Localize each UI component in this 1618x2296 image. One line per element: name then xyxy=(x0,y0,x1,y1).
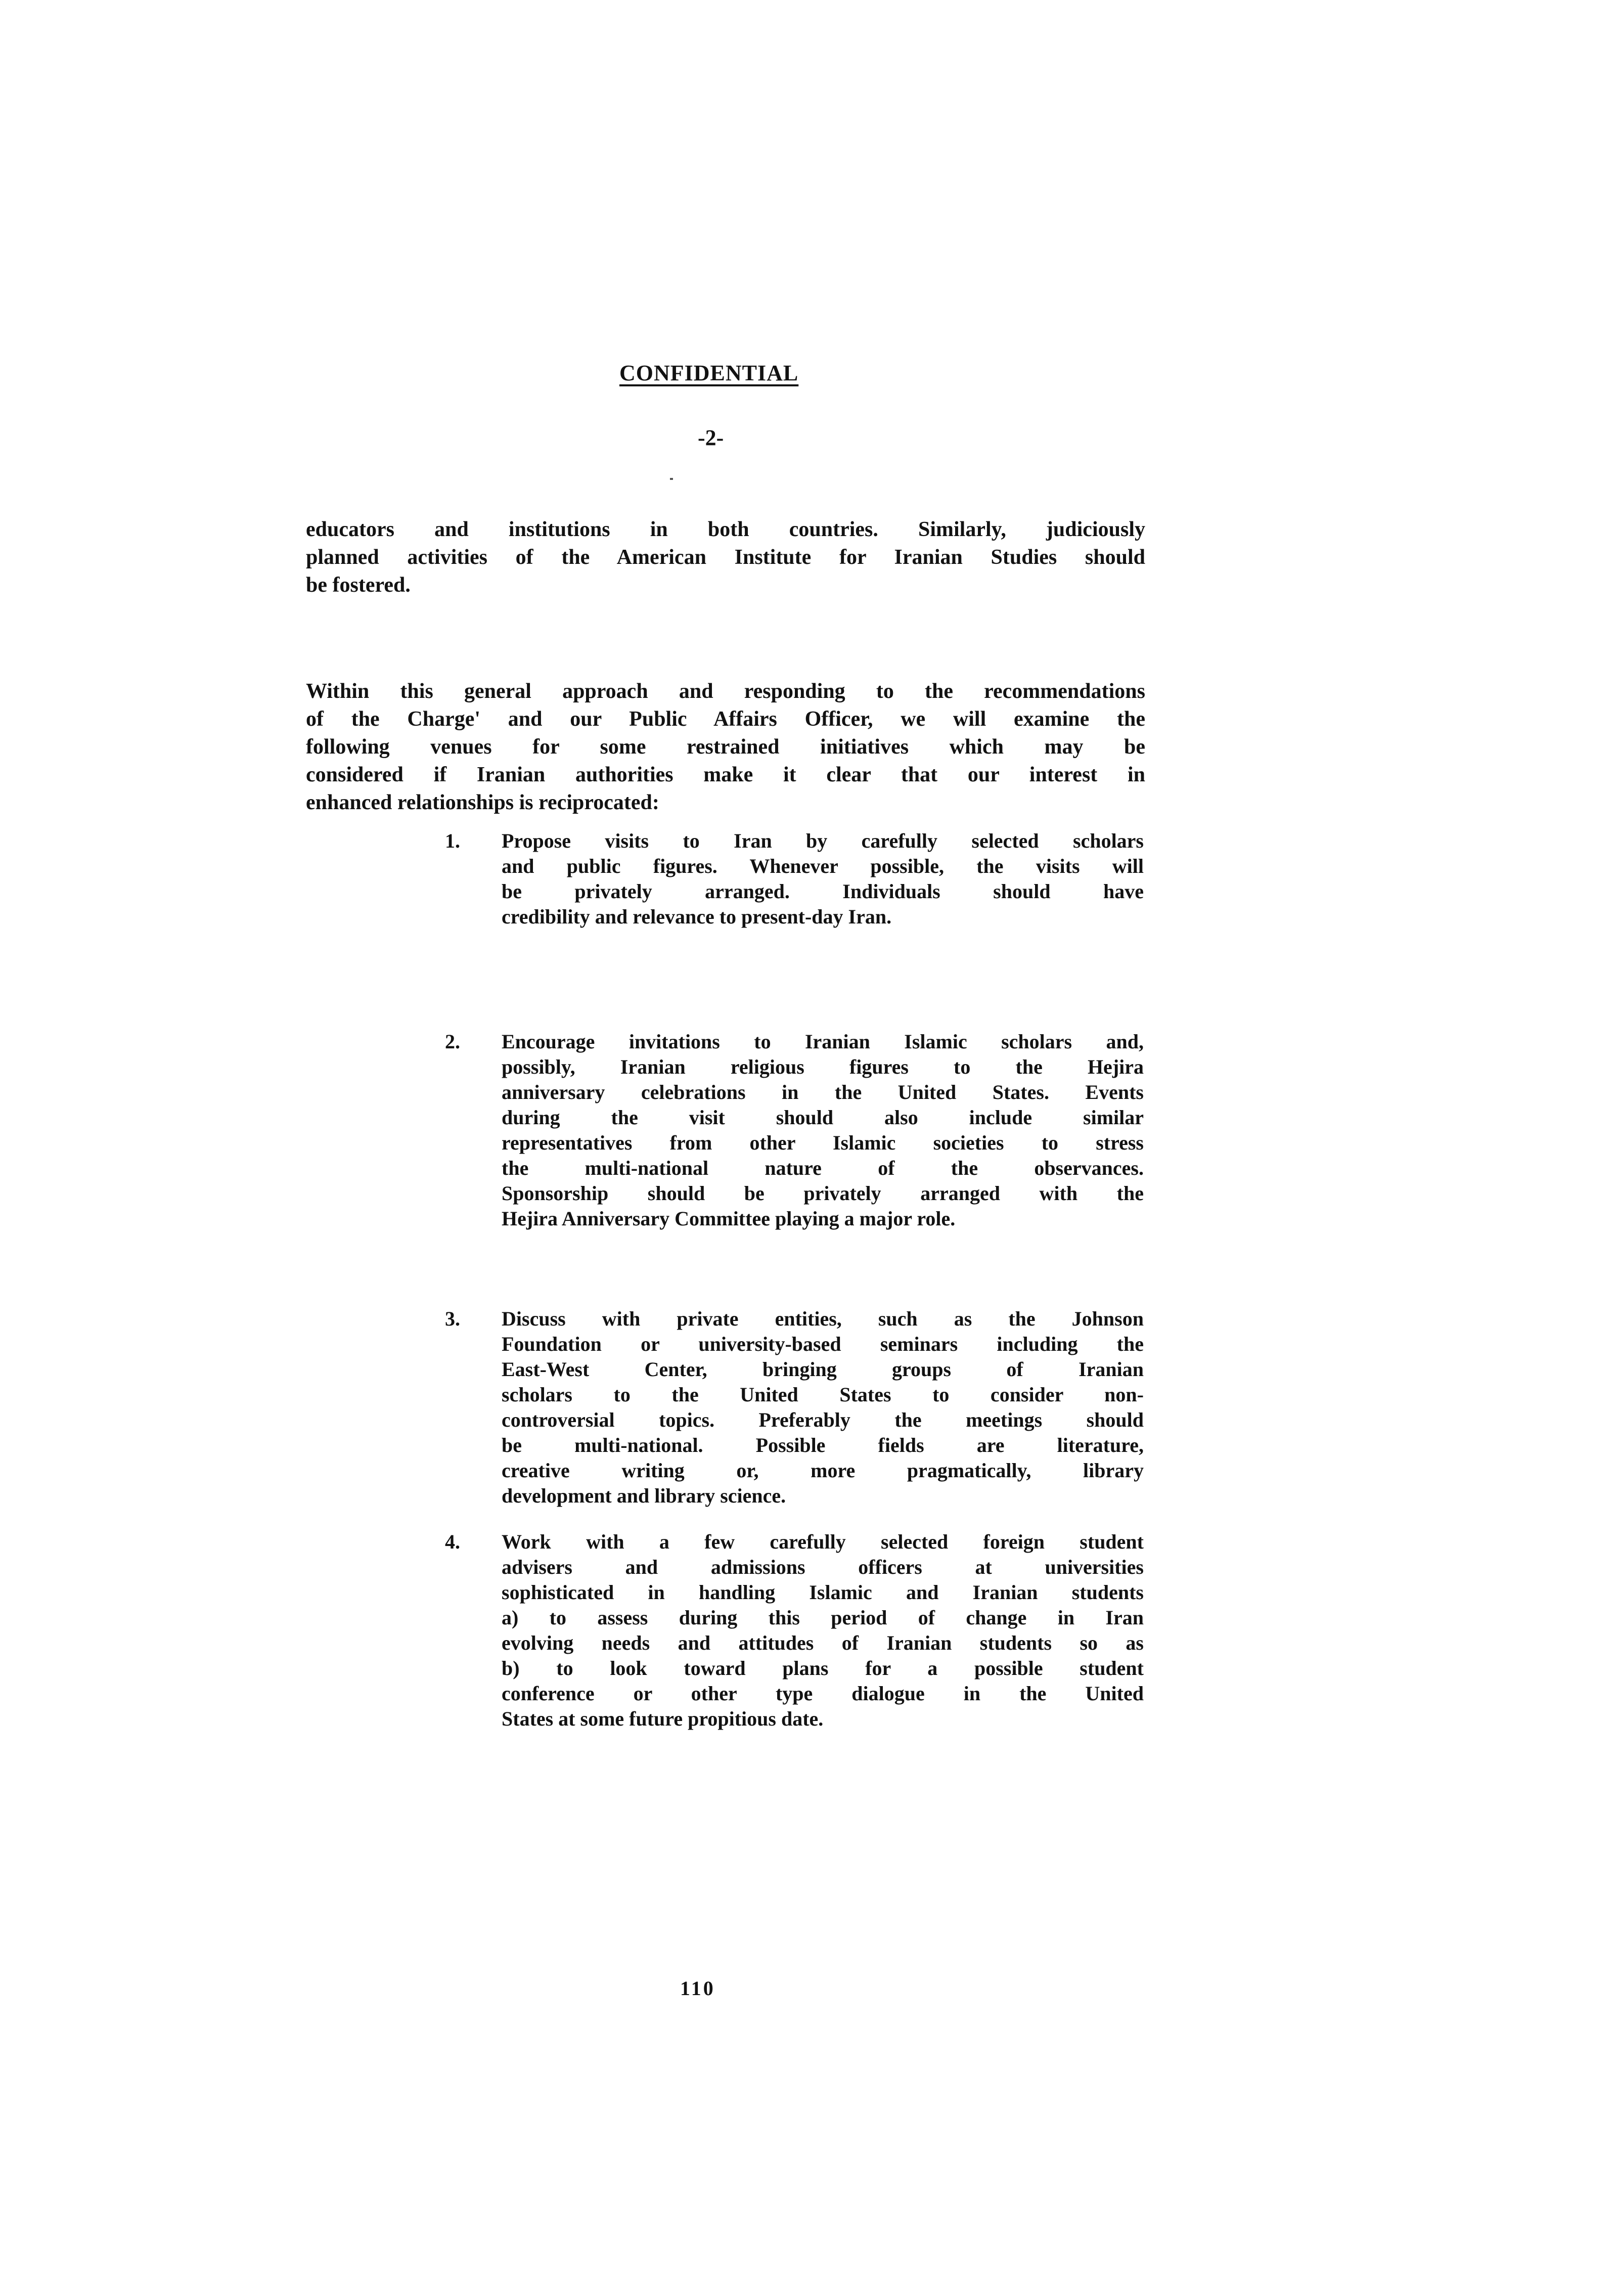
list-item-line: controversial topics. Preferably the meetings should xyxy=(502,1408,1144,1431)
list-item-line: Discuss with private entities, such as the Johnson xyxy=(502,1307,1144,1330)
list-item-line: Work with a few carefully selected foreign student xyxy=(502,1530,1144,1553)
paragraph-line: educators and institutions in both countries. Similarly, judiciously xyxy=(306,518,1145,541)
classification-marking: CONFIDENTIAL xyxy=(619,361,799,385)
page-number-footer: 110 xyxy=(680,1977,715,2000)
list-item-line: be privately arranged. Individuals should have xyxy=(502,880,1144,903)
list-item-body xyxy=(502,1529,1144,1732)
list-item-line: credibility and relevance to present-day Iran. xyxy=(502,905,892,928)
list-item-number: 4. xyxy=(445,1530,460,1553)
list-item-line: be multi-national. Possible fields are literature, xyxy=(502,1434,1144,1456)
list-item-line: Foundation or university-based seminars including the xyxy=(502,1333,1144,1355)
list-item-body xyxy=(502,828,1144,930)
scan-speck xyxy=(670,478,673,480)
paragraph-line: Within this general approach and responding to the recommendations xyxy=(306,680,1145,703)
list-item-line: a) to assess during this period of change in Iran xyxy=(502,1606,1144,1629)
list-item-body xyxy=(502,1306,1144,1509)
list-item-line: anniversary celebrations in the United States. Events xyxy=(502,1081,1144,1103)
list-item-line: Encourage invitations to Iranian Islamic scholars and, xyxy=(502,1030,1144,1053)
list-item-line: scholars to the United States to consider non- xyxy=(502,1383,1144,1406)
list-item-line: sophisticated in handling Islamic and Iranian students xyxy=(502,1581,1144,1604)
list-item-line: Propose visits to Iran by carefully selected scholars xyxy=(502,829,1144,852)
list-item-line: possibly, Iranian religious figures to the Hejira xyxy=(502,1055,1144,1078)
list-item-line: creative writing or, more pragmatically, library xyxy=(502,1459,1144,1482)
list-item-line: the multi-national nature of the observances. xyxy=(502,1157,1144,1179)
list-item-line: development and library science. xyxy=(502,1484,786,1507)
list-item-body xyxy=(502,1029,1144,1231)
list-item-line: States at some future propitious date. xyxy=(502,1707,824,1730)
list-item-line: evolving needs and attitudes of Iranian students so as xyxy=(502,1631,1144,1654)
paragraph-line: planned activities of the American Institute for Iranian Studies should xyxy=(306,546,1145,569)
list-item-line: advisers and admissions officers at universities xyxy=(502,1556,1144,1578)
paragraph-line: be fostered. xyxy=(306,573,411,597)
paragraph-line: enhanced relationships is reciprocated: xyxy=(306,791,659,814)
list-item-line: East-West Center, bringing groups of Iranian xyxy=(502,1358,1144,1381)
list-item-line: representatives from other Islamic societies to stress xyxy=(502,1131,1144,1154)
list-item-line: b) to look toward plans for a possible student xyxy=(502,1657,1144,1680)
list-item-line: during the visit should also include similar xyxy=(502,1106,1144,1129)
page-number-header: -2- xyxy=(698,425,724,450)
list-item-line: and public figures. Whenever possible, the visits will xyxy=(502,855,1144,877)
list-item-number: 3. xyxy=(445,1307,460,1330)
paragraph-line: of the Charge' and our Public Affairs Officer, we will examine the xyxy=(306,708,1145,731)
list-item-number: 1. xyxy=(445,829,460,852)
paragraph-approach xyxy=(306,678,1145,817)
list-item-line: conference or other type dialogue in the United xyxy=(502,1682,1144,1705)
list-item-number: 2. xyxy=(445,1030,460,1053)
list-item-line: Sponsorship should be privately arranged with the xyxy=(502,1182,1144,1205)
paragraph-line: following venues for some restrained initiatives which may be xyxy=(306,735,1145,759)
list-item-line: Hejira Anniversary Committee playing a major role. xyxy=(502,1207,956,1230)
paragraph-institutions xyxy=(306,516,1145,599)
paragraph-line: considered if Iranian authorities make it clear that our interest in xyxy=(306,763,1145,786)
